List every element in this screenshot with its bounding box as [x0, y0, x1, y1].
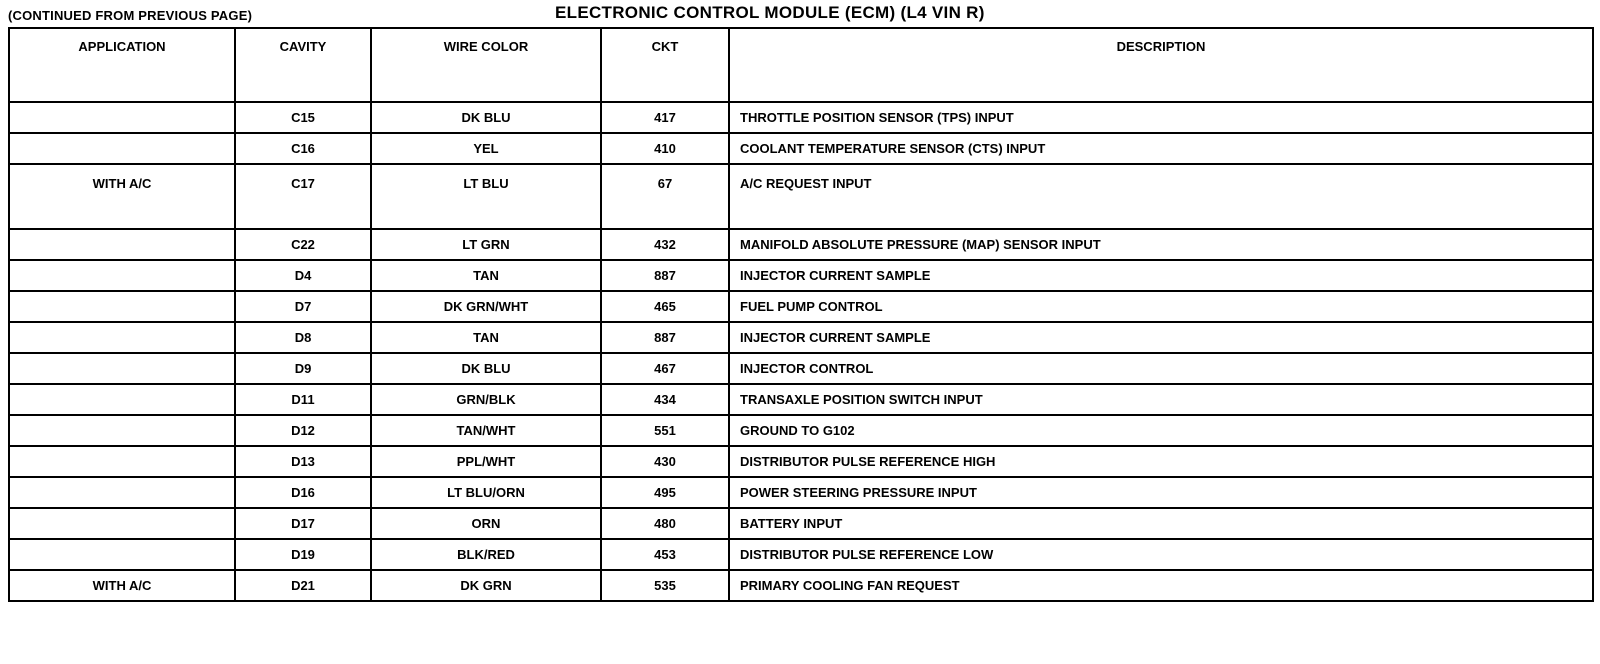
cell-wire-color: DK BLU	[371, 102, 601, 133]
cell-application: WITH A/C	[9, 570, 235, 601]
cell-application	[9, 260, 235, 291]
table-row	[9, 570, 1593, 601]
cell-cavity: C15	[235, 102, 371, 133]
cell-application	[9, 539, 235, 570]
cell-wire-color: DK GRN/WHT	[371, 291, 601, 322]
cell-wire-color: TAN	[371, 322, 601, 353]
cell-cavity: D11	[235, 384, 371, 415]
cell-application	[9, 322, 235, 353]
cell-cavity: D9	[235, 353, 371, 384]
cell-ckt: 410	[601, 133, 729, 164]
cell-description: INJECTOR CONTROL	[729, 353, 1593, 384]
table-header-row	[9, 28, 1593, 102]
cell-cavity: D19	[235, 539, 371, 570]
table-row	[9, 229, 1593, 260]
cell-description: BATTERY INPUT	[729, 508, 1593, 539]
cell-description: GROUND TO G102	[729, 415, 1593, 446]
cell-wire-color: LT BLU	[371, 164, 601, 229]
cell-description: INJECTOR CURRENT SAMPLE	[729, 322, 1593, 353]
table-row	[9, 133, 1593, 164]
cell-ckt: 432	[601, 229, 729, 260]
table-row	[9, 539, 1593, 570]
table-row	[9, 446, 1593, 477]
cell-application	[9, 133, 235, 164]
cell-description: COOLANT TEMPERATURE SENSOR (CTS) INPUT	[729, 133, 1593, 164]
cell-description: DISTRIBUTOR PULSE REFERENCE LOW	[729, 539, 1593, 570]
cell-application	[9, 415, 235, 446]
table-row	[9, 384, 1593, 415]
cell-ckt: 453	[601, 539, 729, 570]
cell-description: DISTRIBUTOR PULSE REFERENCE HIGH	[729, 446, 1593, 477]
column-header-application: APPLICATION	[9, 28, 235, 102]
cell-cavity: D12	[235, 415, 371, 446]
cell-wire-color: DK BLU	[371, 353, 601, 384]
cell-ckt: 465	[601, 291, 729, 322]
cell-description: THROTTLE POSITION SENSOR (TPS) INPUT	[729, 102, 1593, 133]
cell-cavity: C17	[235, 164, 371, 229]
cell-wire-color: DK GRN	[371, 570, 601, 601]
page-title: ELECTRONIC CONTROL MODULE (ECM) (L4 VIN R)	[555, 3, 985, 22]
cell-wire-color: BLK/RED	[371, 539, 601, 570]
column-header-wire-color: WIRE COLOR	[371, 28, 601, 102]
cell-wire-color: TAN	[371, 260, 601, 291]
cell-ckt: 434	[601, 384, 729, 415]
cell-cavity: C16	[235, 133, 371, 164]
cell-cavity: D21	[235, 570, 371, 601]
cell-description: INJECTOR CURRENT SAMPLE	[729, 260, 1593, 291]
cell-wire-color: ORN	[371, 508, 601, 539]
cell-ckt: 495	[601, 477, 729, 508]
cell-ckt: 67	[601, 164, 729, 229]
cell-description: FUEL PUMP CONTROL	[729, 291, 1593, 322]
ecm-connector-table	[8, 27, 1594, 602]
cell-application	[9, 102, 235, 133]
cell-description: A/C REQUEST INPUT	[729, 164, 1593, 229]
table-row	[9, 291, 1593, 322]
cell-wire-color: LT BLU/ORN	[371, 477, 601, 508]
cell-ckt: 467	[601, 353, 729, 384]
table-row	[9, 102, 1593, 133]
cell-wire-color: LT GRN	[371, 229, 601, 260]
table-row	[9, 164, 1593, 229]
table-row	[9, 477, 1593, 508]
cell-application	[9, 446, 235, 477]
cell-application	[9, 353, 235, 384]
cell-cavity: D7	[235, 291, 371, 322]
cell-wire-color: PPL/WHT	[371, 446, 601, 477]
cell-cavity: C22	[235, 229, 371, 260]
cell-ckt: 480	[601, 508, 729, 539]
cell-wire-color: TAN/WHT	[371, 415, 601, 446]
table-row	[9, 353, 1593, 384]
cell-wire-color: GRN/BLK	[371, 384, 601, 415]
cell-ckt: 887	[601, 322, 729, 353]
cell-ckt: 887	[601, 260, 729, 291]
table-row	[9, 260, 1593, 291]
cell-ckt: 551	[601, 415, 729, 446]
cell-application	[9, 291, 235, 322]
table-row	[9, 322, 1593, 353]
cell-ckt: 535	[601, 570, 729, 601]
cell-cavity: D13	[235, 446, 371, 477]
table-body	[9, 102, 1593, 601]
cell-application	[9, 384, 235, 415]
cell-description: PRIMARY COOLING FAN REQUEST	[729, 570, 1593, 601]
table-row	[9, 508, 1593, 539]
cell-cavity: D16	[235, 477, 371, 508]
cell-application	[9, 477, 235, 508]
table-row	[9, 415, 1593, 446]
cell-application	[9, 229, 235, 260]
cell-ckt: 430	[601, 446, 729, 477]
cell-application	[9, 508, 235, 539]
cell-ckt: 417	[601, 102, 729, 133]
column-header-ckt: CKT	[601, 28, 729, 102]
column-header-description: DESCRIPTION	[729, 28, 1593, 102]
cell-description: TRANSAXLE POSITION SWITCH INPUT	[729, 384, 1593, 415]
continued-note: (CONTINUED FROM PREVIOUS PAGE)	[8, 8, 253, 23]
cell-wire-color: YEL	[371, 133, 601, 164]
cell-description: MANIFOLD ABSOLUTE PRESSURE (MAP) SENSOR INPUT	[729, 229, 1593, 260]
cell-application: WITH A/C	[9, 164, 235, 229]
cell-cavity: D17	[235, 508, 371, 539]
cell-description: POWER STEERING PRESSURE INPUT	[729, 477, 1593, 508]
column-header-cavity: CAVITY	[235, 28, 371, 102]
cell-cavity: D8	[235, 322, 371, 353]
page-header	[0, 0, 1600, 26]
cell-cavity: D4	[235, 260, 371, 291]
